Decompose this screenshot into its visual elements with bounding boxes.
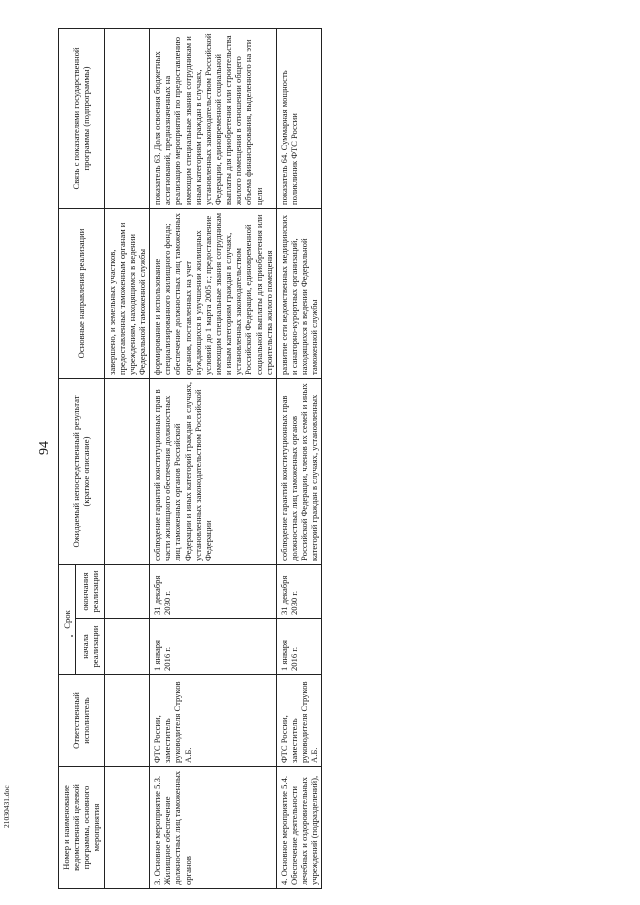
cell-directions: формирование и использование специализированного жилищного фонда; обеспечение должностных лиц таможенных органов, поставленных на учет нуждающихся в улучшении жилищных условий до 1 марта 2005 г.; предоставление имеющим специальные звания сотрудникам и иным категориям граждан в случаях, установленных законодательством Российской Федерации, единовременной социальной выплаты для приобретения или строительства жилого помещения [150,208,277,378]
footer-filename: 21030431.doc [2,785,11,828]
table-row [276,28,322,888]
header-end: окончания реализации [76,564,105,618]
cell-end: 31 декабря 2030 г. [150,564,277,618]
header-start: начала реализации [76,619,105,675]
header-program: Номер и наименование ведомственной целевой программы, основного мероприятия [59,767,105,889]
cell-executor: ФТС России, заместитель руководителя Струков А.Б. [276,675,322,767]
cell-program: 4. Основное мероприятие 5.4. Обеспечение деятельности лечебных и оздоровительных учреждений (подразделений), [276,767,322,889]
cell-link: показатель 64. Суммарная мощность поликлиник ФТС России [276,28,322,208]
program-table [58,28,322,889]
cell-start: 1 января 2016 г. [276,619,322,675]
continuation-cell: завершено, и земельных участков, предоставленных таможенным органам и учреждениям, находящимся в ведении Федеральной таможенной службы [104,208,150,378]
rotated-table-container [58,29,618,889]
header-result: Ожидаемый непосредственный результат (краткое описание) [59,378,105,564]
cell-program: 3. Основное мероприятие 5.3. Жилищное обеспечение должностных лиц таможенных органов [150,767,277,889]
cell-result: соблюдение гарантий конституционных прав должностных лиц таможенных органов Российской Федерации, членов их семей и иных категорий граждан в случаях, установленных [276,378,322,564]
header-directions: Основные направления реализации [59,208,105,378]
cell-link: показатель 63. Доля освоения бюджетных ассигнований, предназначенных на реализацию мероприятий по предоставлению имеющим специальные звания сотрудникам и иным категориям граждан в случаях, установленных законодательством Российской Федерации, единовременной социальной выплаты для приобретения или строительства жилого помещения в отношении общего объема финансирования, выделенного на эти цели [150,28,277,208]
continuation-row [104,28,150,888]
cell-end: 31 декабря 2030 г. [276,564,322,618]
cell-executor: ФТС России, заместитель руководителя Струков А.Б. [150,675,277,767]
header-term: Срок [59,564,76,674]
cell-start: 1 января 2016 г. [150,619,277,675]
cell-result: соблюдение гарантий конституционных прав в части жилищного обеспечения должностных лиц таможенных органов Российской Федерации и иных категорий граждан в случаях, установленных законодательством Российской Федерации [150,378,277,564]
table-header-row [59,28,76,888]
cell-directions: развитие сети ведомственных медицинских и санаторно-курортных организаций, находящихся в ведении Федеральной таможенной службы [276,208,322,378]
header-link: Связь с показателями государственной программы (подпрограммы) [59,28,105,208]
header-executor: Ответственный исполнитель [59,675,105,767]
table-row [150,28,277,888]
page-number: 94 [37,441,52,455]
